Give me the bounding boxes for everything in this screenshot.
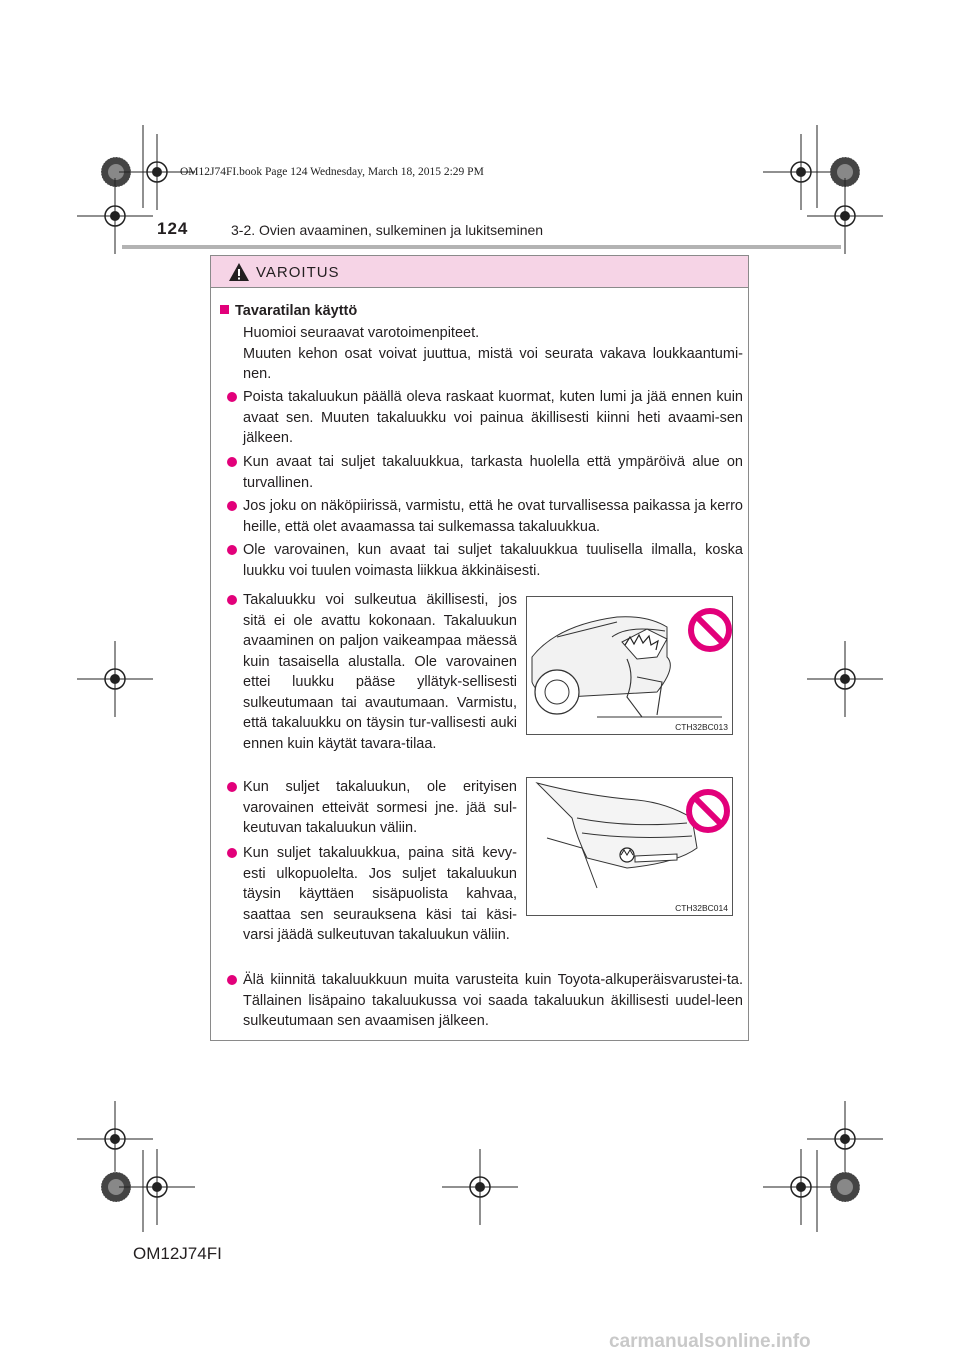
- subheading-text: Tavaratilan käyttö: [235, 303, 358, 319]
- bullet-dot-icon: [227, 975, 237, 985]
- bullet-dot-icon: [227, 848, 237, 858]
- bullet-item: [243, 970, 743, 1032]
- prohibition-icon: [685, 788, 731, 834]
- bullet-text: Älä kiinnitä takaluukkuun muita varusteita kuin Toyota-alkuperäisvarustei-ta. Tällainen lisäpaino takaluukussa voi saada takaluukun äkillisesti uudel-leen sulkeutumaan sen avaamisen jälkeen.: [243, 972, 743, 1029]
- page-number: 124: [157, 219, 189, 238]
- footer-model-code: OM12J74FI: [133, 1244, 222, 1263]
- bullet-text: Kun avaat tai suljet takaluukkua, tarkasta huolella että ympäröivä alue on turvallinen.: [243, 454, 743, 491]
- bullet-item: [243, 777, 517, 839]
- square-bullet-icon: [220, 305, 229, 314]
- intro-text: [243, 323, 743, 385]
- bullet-dot-icon: [227, 782, 237, 792]
- warning-header: [211, 256, 748, 288]
- bullet-item: [243, 452, 743, 493]
- subheading: [220, 303, 357, 319]
- bullet-item: [243, 540, 743, 581]
- bullet-text: Takaluukku voi sulkeutua äkillisesti, jos sitä ei ole avattu kokonaan. Takaluukun avaaminen on paljon vaikeampaa mäessä kuin tasaisella alustalla. Ole varovainen ettei luukku pääse yllätyk-sellisesti sulkeutumaan tai avautumaan. Varmistu, että takaluukku on täysin tur-vallisesti auki ennen kuin käytät tavara-tilaa.: [243, 592, 517, 752]
- bullet-item: [243, 590, 517, 754]
- prohibition-icon: [687, 607, 733, 653]
- figure-trunk-closing: [526, 777, 733, 916]
- bullet-item: [243, 843, 517, 946]
- book-info: OM12J74FI.book Page 124 Wednesday, March 18, 2015 2:29 PM: [180, 166, 484, 178]
- intro-line: Muuten kehon osat voivat juuttua, mistä voi seurata vakava loukkaantumi-nen.: [243, 345, 743, 382]
- bullet-text: Kun suljet takaluukkua, paina sitä kevy-esti ulkopuolelta. Jos suljet takaluukun täysin käyttäen sisäpuolista kahvaa, saattaa sen seurauksena käsi tai käsi-varsi jäädä sulkeutuvan takaluukun väliin.: [243, 845, 517, 943]
- figure-code: CTH32BC014: [675, 903, 728, 913]
- bullet-text: Poista takaluukun päällä oleva raskaat kuormat, kuten lumi ja jää ennen kuin avaat sen. Muuten takaluukku voi painua äkillisesti kiinni heti avaami-sen jälkeen.: [243, 389, 743, 446]
- bullet-dot-icon: [227, 545, 237, 555]
- section-title: 3-2. Ovien avaaminen, sulkeminen ja lukitseminen: [231, 222, 544, 238]
- warning-triangle-icon: [228, 262, 250, 282]
- bullet-dot-icon: [227, 501, 237, 511]
- header-rule: [122, 245, 841, 249]
- bullet-dot-icon: [227, 595, 237, 605]
- figure-trunk-open: [526, 596, 733, 735]
- figure-code: CTH32BC013: [675, 722, 728, 732]
- bullet-text: Kun suljet takaluukun, ole erityisen varovainen etteivät sormesi jne. jää sul-keutuvan takaluukun väliin.: [243, 779, 517, 836]
- watermark: carmanualsonline.info: [609, 1331, 811, 1352]
- bullet-item: [243, 387, 743, 449]
- bullet-dot-icon: [227, 457, 237, 467]
- warning-title: VAROITUS: [256, 264, 340, 281]
- bullet-text: Ole varovainen, kun avaat tai suljet takaluukkua tuulisella ilmalla, koska luukku voi tuulen voimasta liikkua äkkinäisesti.: [243, 542, 743, 579]
- bullet-text: Jos joku on näköpiirissä, varmistu, että he ovat turvallisessa paikassa ja kerro heille, että olet avaamassa tai sulkemassa takaluukkua.: [243, 498, 743, 535]
- bullet-dot-icon: [227, 392, 237, 402]
- intro-line: Huomioi seuraavat varotoimenpiteet.: [243, 325, 480, 341]
- bullet-item: [243, 496, 743, 537]
